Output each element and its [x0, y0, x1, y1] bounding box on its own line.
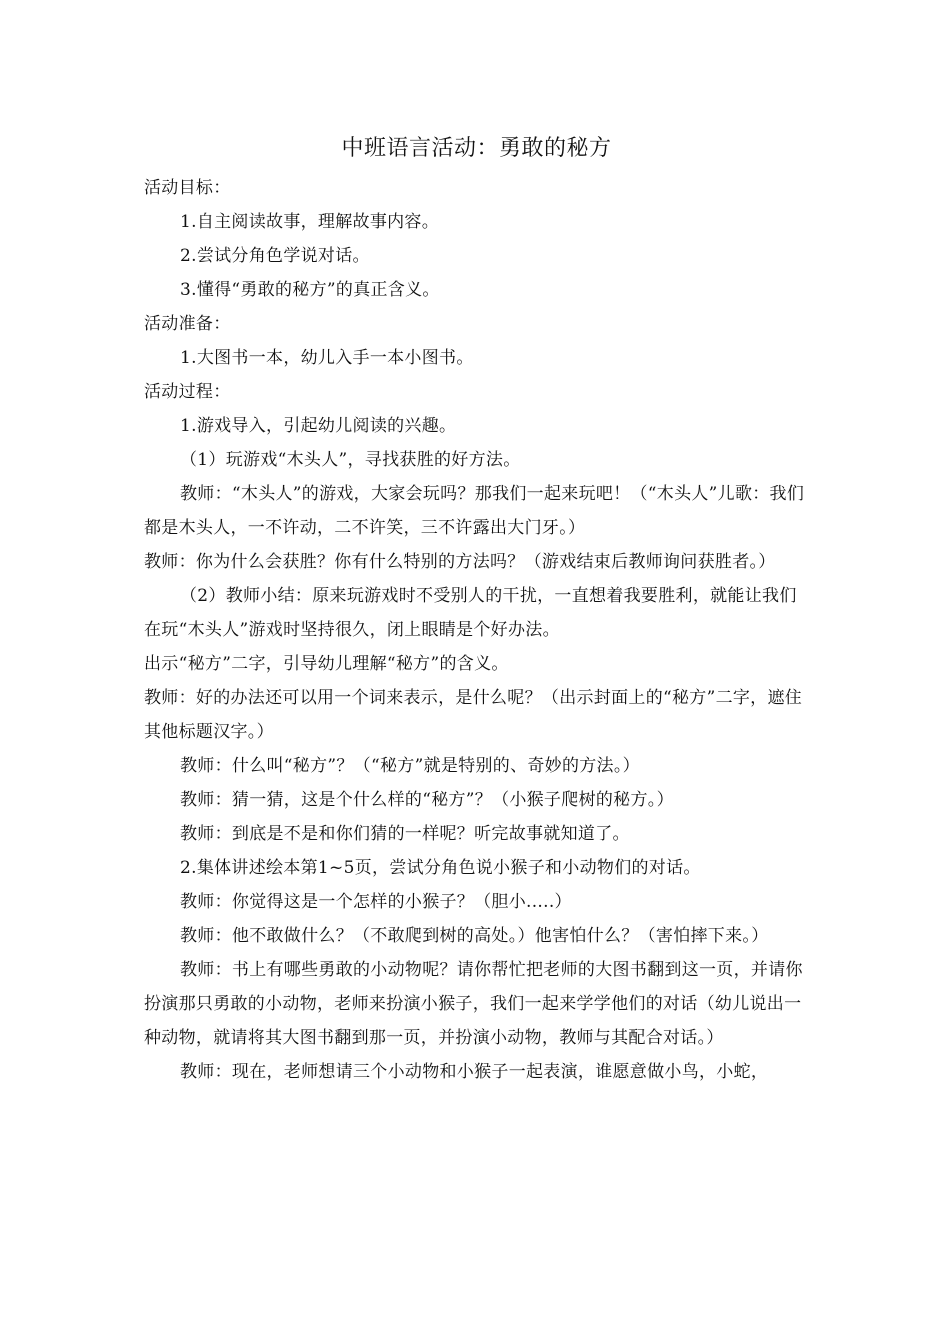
paragraph: 活动过程：: [144, 382, 231, 402]
paragraph-list: [144, 171, 809, 1089]
paragraph: 教师：“木头人”的游戏，大家会玩吗？那我们一起来玩吧！（“木头人”儿歌：我们都是木头人，一不许动，二不许笑，三不许露出大门牙。）: [144, 484, 805, 538]
paragraph: 教师：书上有哪些勇敢的小动物呢？请你帮忙把老师的大图书翻到这一页，并请你扮演那只勇敢的小动物，老师来扮演小猴子，我们一起来学学他们的对话（幼儿说出一种动物，就请将其大图书翻到那一页，并扮演小动物，教师与其配合对话。）: [144, 960, 803, 1048]
document-title: 中班语言活动：勇敢的秘方: [341, 136, 612, 161]
paragraph: 出示“秘方”二字，引导幼儿理解“秘方”的含义。: [144, 654, 509, 674]
paragraph: 教师：猜一猜，这是个什么样的“秘方”？（小猴子爬树的秘方。）: [180, 790, 674, 810]
paragraph: 2.尝试分角色学说对话。: [180, 246, 370, 266]
paragraph: 活动目标：: [144, 178, 231, 198]
paragraph: 1.大图书一本，幼儿入手一本小图书。: [180, 348, 474, 368]
paragraph: 3.懂得“勇敢的秘方”的真正含义。: [180, 280, 440, 300]
paragraph: （2）教师小结：原来玩游戏时不受别人的干扰，一直想着我要胜利，就能让我们在玩“木头人”游戏时坚持很久，闭上眼睛是个好办法。: [144, 586, 797, 640]
paragraph: 教师：好的办法还可以用一个词来表示，是什么呢？（出示封面上的“秘方”二字，遮住其他标题汉字。）: [144, 688, 803, 742]
paragraph: 教师：你觉得这是一个怎样的小猴子？（胆小.....）: [180, 892, 572, 912]
paragraph: 1.自主阅读故事，理解故事内容。: [180, 212, 440, 232]
paragraph: 教师：你为什么会获胜？你有什么特别的方法吗？（游戏结束后教师询问获胜者。）: [144, 552, 776, 572]
paragraph: 教师：什么叫“秘方”？（“秘方”就是特别的、奇妙的方法。）: [180, 756, 640, 776]
paragraph: 2.集体讲述绘本第1~5页，尝试分角色说小猴子和小动物们的对话。: [180, 858, 701, 878]
paragraph: （1）玩游戏“木头人”，寻找获胜的好方法。: [180, 450, 521, 470]
paragraph: 教师：现在，老师想请三个小动物和小猴子一起表演，谁愿意做小鸟，小蛇，: [180, 1062, 769, 1082]
document-body: [144, 131, 809, 1089]
paragraph: 教师：他不敢做什么？（不敢爬到树的高处。）他害怕什么？（害怕摔下来。）: [180, 926, 769, 946]
paragraph: 教师：到底是不是和你们猜的一样呢？听完故事就知道了。: [180, 824, 630, 844]
paragraph: 活动准备：: [144, 314, 231, 334]
paragraph: 1.游戏导入，引起幼儿阅读的兴趣。: [180, 416, 457, 436]
